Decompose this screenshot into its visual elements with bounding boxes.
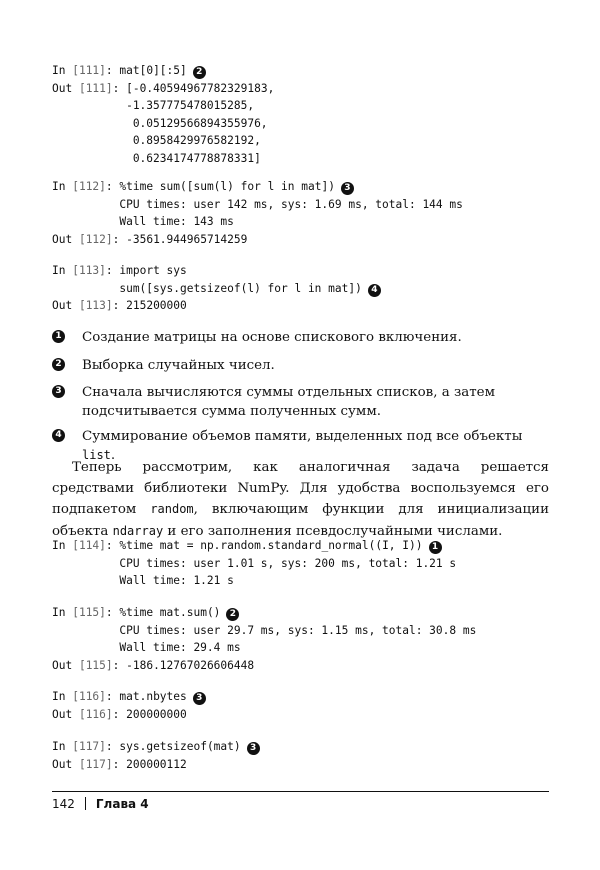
chapter-title: Глава 4 <box>95 797 149 811</box>
prompt-number: [111] <box>72 64 106 77</box>
prompt-number: [115] <box>72 606 106 619</box>
prompt-number: [117] <box>72 740 106 753</box>
paragraph-text: Теперь рассмотрим, как аналогичная задача решается средствами библиотеки NumPy. Для удобства воспользуемся его подпакетом <box>52 460 549 517</box>
code-line <box>52 297 381 315</box>
footer-rule <box>52 791 549 792</box>
prompt-number: [112] <box>72 180 106 193</box>
prompt-label: In <box>52 180 73 193</box>
callout-number-icon: 2 <box>52 358 65 371</box>
inline-code: ndarray <box>112 523 164 538</box>
cell-prompt <box>52 606 119 619</box>
callout-number-icon: 3 <box>341 182 354 195</box>
callout-number-icon: 1 <box>52 330 65 343</box>
callout-number-icon: 4 <box>52 429 65 442</box>
code-line <box>52 213 463 231</box>
prompt-number: [117] <box>78 757 113 771</box>
prompt-colon: : <box>112 232 127 246</box>
prompt-colon: : <box>105 64 120 77</box>
code-text: Wall time: 29.4 ms <box>52 641 241 655</box>
prompt-label: In <box>52 64 73 77</box>
cell-prompt <box>52 659 126 672</box>
callout-number-icon: 4 <box>368 284 381 297</box>
code-line <box>52 62 274 80</box>
prompt-number: [113] <box>78 299 113 313</box>
code-block-117 <box>52 738 260 773</box>
prompt-label: In <box>52 264 73 277</box>
cell-prompt <box>52 64 119 77</box>
code-text: CPU times: user 142 ms, sys: 1.69 ms, total: 144 ms <box>52 197 463 211</box>
callout-note-3 <box>52 383 552 421</box>
inline-code: list <box>82 448 111 462</box>
code-block-111 <box>52 62 274 168</box>
code-line <box>52 572 456 590</box>
code-line <box>52 604 476 622</box>
code-line <box>52 262 381 280</box>
cell-prompt <box>52 233 126 246</box>
code-text: 0.05129566894355976, <box>52 116 268 130</box>
prompt-colon: : <box>105 690 120 703</box>
cell-prompt <box>52 299 126 312</box>
code-line <box>52 80 274 98</box>
callout-note-1 <box>52 328 552 347</box>
prompt-colon: : <box>105 539 120 552</box>
code-text: %time mat = np.random.standard_normal((I, I)) <box>119 539 423 552</box>
code-text: CPU times: user 29.7 ms, sys: 1.15 ms, total: 30.8 ms <box>52 623 477 637</box>
prompt-colon: : <box>112 757 127 771</box>
prompt-number: [115] <box>78 658 113 672</box>
cell-prompt <box>52 740 119 753</box>
cell-prompt <box>52 708 126 721</box>
code-line <box>52 555 456 573</box>
code-line <box>52 132 274 150</box>
code-block-116 <box>52 688 206 723</box>
prompt-label: In <box>52 606 73 619</box>
prompt-number: [114] <box>72 539 106 552</box>
code-text: import sys <box>119 264 187 277</box>
prompt-label: Out <box>52 81 79 95</box>
page-number: 142 <box>52 797 75 811</box>
code-text: mat[0][:5] <box>119 64 187 77</box>
cell-prompt <box>52 690 119 703</box>
cell-prompt <box>52 539 119 552</box>
callout-number-icon: 3 <box>247 742 260 755</box>
prompt-number: [116] <box>78 707 113 721</box>
page-footer <box>52 797 149 811</box>
prompt-colon: : <box>105 180 120 193</box>
prompt-label: In <box>52 539 73 552</box>
callout-text-part: Суммирование объемов памяти, выделенных под все объекты <box>82 429 523 444</box>
code-line <box>52 622 476 640</box>
code-text: -1.357775478015285, <box>52 99 255 113</box>
prompt-colon: : <box>105 606 120 619</box>
code-text: CPU times: user 1.01 s, sys: 200 ms, total: 1.21 s <box>52 556 457 570</box>
callout-text: Сначала вычисляются суммы отдельных списков, а затем подсчитывается сумма полученных сумм. <box>82 385 495 419</box>
code-line <box>52 537 456 555</box>
callout-text: Выборка случайных чисел. <box>82 358 275 373</box>
code-text: -186.12767026606448 <box>126 658 255 672</box>
prompt-label: Out <box>52 707 79 721</box>
callout-number-icon: 1 <box>429 541 442 554</box>
prompt-label: Out <box>52 658 79 672</box>
inline-code: random <box>150 502 194 516</box>
cell-prompt <box>52 264 119 277</box>
cell-prompt <box>52 758 126 771</box>
body-paragraph <box>52 458 549 542</box>
prompt-colon: : <box>105 264 120 277</box>
cell-prompt <box>52 180 119 193</box>
code-block-112 <box>52 178 463 248</box>
prompt-colon: : <box>105 740 120 753</box>
prompt-label: Out <box>52 757 79 771</box>
code-line <box>52 639 476 657</box>
code-line <box>52 196 463 214</box>
callout-number-icon: 3 <box>52 385 65 398</box>
code-line <box>52 115 274 133</box>
footer-separator <box>85 797 86 810</box>
code-text: 200000112 <box>126 757 187 771</box>
code-block-115 <box>52 604 476 674</box>
paragraph-text: и его заполнения псевдослучайными числами. <box>163 523 503 539</box>
code-text: 0.8958429976582192, <box>52 134 261 148</box>
prompt-label: Out <box>52 232 79 246</box>
callout-note-2 <box>52 356 552 375</box>
callout-number-icon: 3 <box>193 692 206 705</box>
code-line <box>52 688 206 706</box>
code-line <box>52 178 463 196</box>
prompt-label: In <box>52 740 73 753</box>
code-line <box>52 657 476 675</box>
code-text: 0.6234174778878331] <box>52 151 261 165</box>
code-text: Wall time: 143 ms <box>52 215 234 229</box>
prompt-label: Out <box>52 299 79 313</box>
prompt-colon: : <box>112 81 127 95</box>
code-text: %time mat.sum() <box>119 606 221 619</box>
prompt-number: [113] <box>72 264 106 277</box>
code-line <box>52 280 381 298</box>
prompt-colon: : <box>112 707 127 721</box>
callout-text-part: . <box>110 448 116 463</box>
prompt-number: [111] <box>78 81 113 95</box>
paragraph-text: , включающим функции для инициализации объекта <box>52 502 549 539</box>
code-text: 200000000 <box>126 707 187 721</box>
code-text: sum([sys.getsizeof(l) for l in mat]) <box>52 281 362 295</box>
code-text: Wall time: 1.21 s <box>52 574 234 588</box>
code-text: 215200000 <box>126 299 187 313</box>
code-line <box>52 706 206 724</box>
prompt-colon: : <box>112 658 127 672</box>
code-text: sys.getsizeof(mat) <box>119 740 241 753</box>
prompt-number: [112] <box>78 232 113 246</box>
code-text: [-0.40594967782329183, <box>126 81 275 95</box>
code-block-113 <box>52 262 381 315</box>
callout-number-icon: 2 <box>193 66 206 79</box>
prompt-colon: : <box>112 299 127 313</box>
prompt-number: [116] <box>72 690 106 703</box>
code-line <box>52 150 274 168</box>
code-line <box>52 738 260 756</box>
code-line <box>52 231 463 249</box>
code-block-114 <box>52 537 456 590</box>
prompt-label: In <box>52 690 73 703</box>
code-line <box>52 97 274 115</box>
callout-number-icon: 2 <box>226 608 239 621</box>
code-line <box>52 756 260 774</box>
callout-text: Создание матрицы на основе спискового включения. <box>82 330 462 345</box>
code-text: mat.nbytes <box>119 690 187 703</box>
code-text: -3561.944965714259 <box>126 232 248 246</box>
cell-prompt <box>52 82 126 95</box>
code-text: %time sum([sum(l) for l in mat]) <box>119 180 335 193</box>
